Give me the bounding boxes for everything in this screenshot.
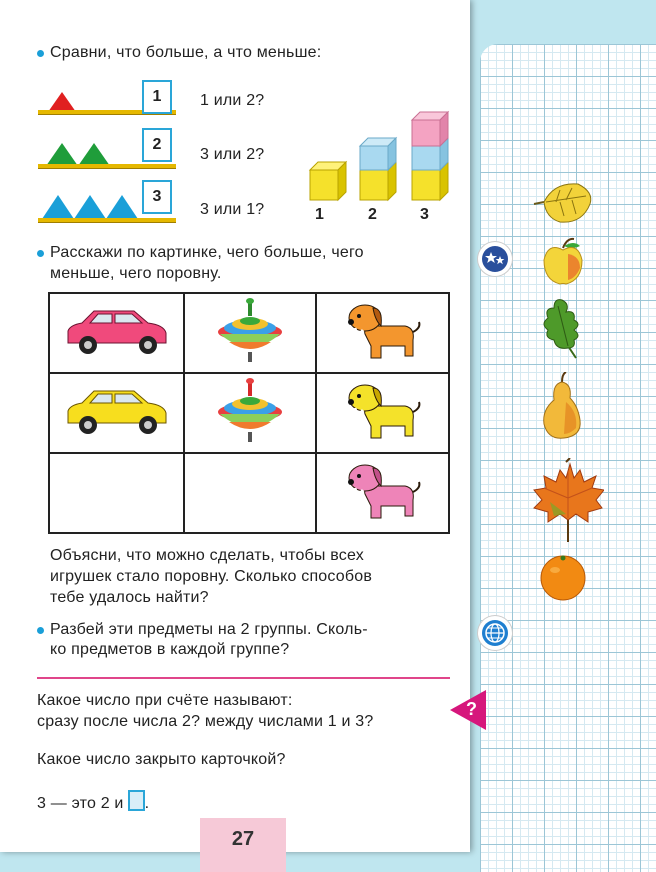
compare-question-3: 3 или 1?: [200, 201, 265, 218]
question2: Какое число закрыто карточкой?: [37, 751, 286, 768]
orange-icon: [538, 552, 588, 602]
question3: [37, 790, 149, 813]
pink-car-icon: [60, 303, 172, 359]
globe-icon: [478, 616, 512, 650]
question-mark: ?: [466, 699, 477, 719]
oak-leaf-icon: [538, 296, 588, 362]
toys-table: [48, 292, 450, 534]
toy-cell: [316, 293, 449, 373]
pink-dog-icon: [343, 458, 423, 524]
tower-label-1: 1: [315, 206, 325, 223]
pictures-heading-line1: Расскажи по картинке, чего больше, чего: [50, 244, 364, 261]
section-divider: [37, 677, 450, 679]
bullet-icon: [37, 50, 44, 57]
tower-label-2: 2: [368, 206, 378, 223]
explain-line3: тебе удалось найти?: [50, 589, 209, 606]
maple-leaf-icon: [530, 458, 604, 544]
apple-icon: [540, 236, 586, 288]
toy-cell: [316, 373, 449, 453]
pictures-heading-line2: меньше, чего поровну.: [50, 265, 222, 282]
cube-towers: [300, 108, 460, 204]
yellow-car-icon: [60, 383, 172, 439]
bullet-icon: [37, 627, 44, 634]
compare-heading: Сравни, что больше, а что меньше:: [50, 44, 322, 61]
explain-line2: игрушек стало поровну. Сколько способов: [50, 568, 373, 585]
question3-suffix: .: [144, 795, 150, 812]
shelf-line: [38, 218, 176, 223]
toy-cell-empty: [184, 453, 316, 533]
toy-cell: [49, 293, 184, 373]
compare-question-2: 3 или 2?: [200, 146, 265, 163]
explain-line1: Объясни, что можно сделать, чтобы всех: [50, 547, 364, 564]
toy-cell-empty: [49, 453, 184, 533]
question1-line2: сразу после числа 2? между числами 1 и 3?: [37, 713, 374, 730]
yellow-dog-icon: [343, 378, 423, 444]
stars-icon: [478, 242, 512, 276]
birch-leaf-icon: [530, 178, 596, 230]
toy-cell: [184, 373, 316, 453]
groups-line1: Разбей эти предметы на 2 группы. Сколь-: [50, 621, 368, 638]
bullet-icon: [37, 250, 44, 257]
question1-line1: Какое число при счёте называют:: [37, 692, 293, 709]
number-card-1: 1: [142, 80, 172, 114]
number-card-3: 3: [142, 180, 172, 214]
groups-line2: ко предметов в каждой группе?: [50, 641, 290, 658]
question3-prefix: 3 — это 2 и: [37, 795, 124, 812]
page-number: 27: [200, 818, 286, 872]
toy-cell: [49, 373, 184, 453]
tower-label-3: 3: [420, 206, 430, 223]
number-card-2: 2: [142, 128, 172, 162]
spinning-top-icon: [215, 378, 285, 444]
pear-icon: [538, 372, 586, 442]
compare-question-1: 1 или 2?: [200, 92, 265, 109]
shelf-line: [38, 164, 176, 169]
toy-cell: [316, 453, 449, 533]
spinning-top-icon: [215, 298, 285, 364]
hidden-card-box: [128, 790, 145, 811]
toy-cell: [184, 293, 316, 373]
orange-dog-icon: [343, 298, 423, 364]
